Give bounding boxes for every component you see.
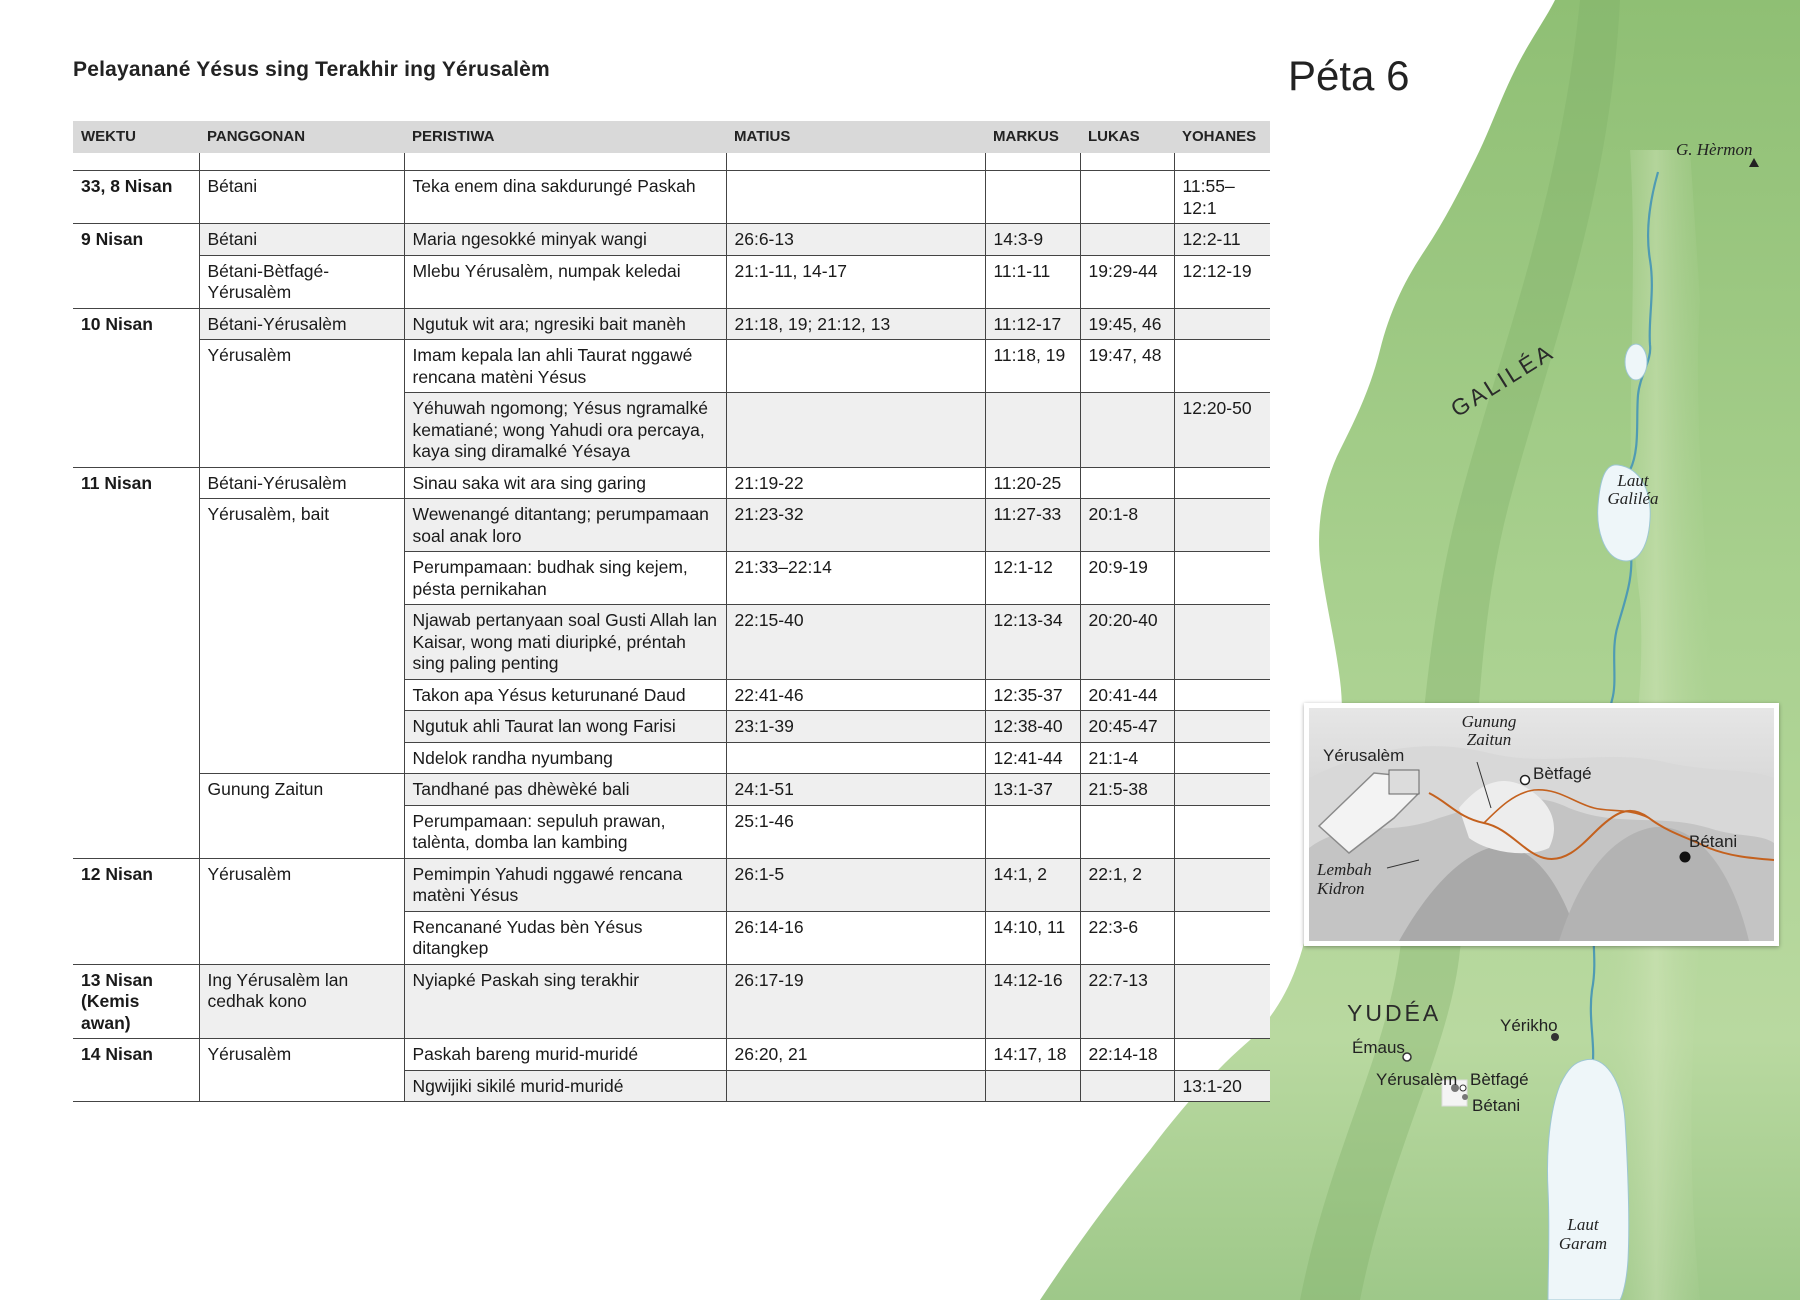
cell-place: Yérusalèm (199, 340, 404, 393)
cell-yohanes (1174, 679, 1270, 711)
cell-time: 11 Nisan (81, 472, 153, 493)
cell-matius (726, 1070, 985, 1102)
cell-time (73, 711, 199, 743)
table-row (73, 1070, 1270, 1102)
cell-yohanes (1174, 340, 1270, 393)
cell-time (73, 552, 199, 605)
col-header-peristiwa: PERISTIWA (404, 121, 726, 153)
cell-time (73, 742, 199, 774)
cell-time (73, 499, 199, 552)
col-header-panggonan: PANGGONAN (199, 121, 404, 153)
cell-markus: 12:35-37 (985, 679, 1080, 711)
table-row (73, 467, 1270, 499)
table-row (73, 224, 1270, 256)
cell-markus: 11:1-11 (985, 255, 1080, 308)
cell-matius: 21:19-22 (726, 467, 985, 499)
cell-lukas: 20:41-44 (1080, 679, 1174, 711)
cell-place (199, 742, 404, 774)
cell-markus: 14:1, 2 (985, 858, 1080, 911)
cell-place: Yérusalèm (199, 858, 404, 911)
cell-place: Bétani-Yérusalèm (199, 308, 404, 340)
cell-yohanes: 12:20-50 (1174, 393, 1270, 468)
cell-place (199, 679, 404, 711)
map-title: Péta 6 (1288, 52, 1410, 99)
cell-place (199, 1070, 404, 1102)
cell-time (73, 605, 199, 680)
cell-yohanes: 11:55–12:1 (1174, 171, 1270, 224)
cell-matius: 26:20, 21 (726, 1039, 985, 1071)
inset-betani-dot (1680, 852, 1691, 863)
cell-lukas: 22:14-18 (1080, 1039, 1174, 1071)
col-header-matius: MATIUS (726, 121, 985, 153)
cell-time (73, 255, 199, 308)
cell-time: 10 Nisan (81, 313, 153, 334)
cell-time (73, 911, 199, 964)
col-header-wektu: WEKTU (73, 121, 199, 153)
cell-place: Bétani-Bètfagé-Yérusalèm (199, 255, 404, 308)
inset-betfage-dot (1521, 776, 1530, 785)
cell-lukas: 20:20-40 (1080, 605, 1174, 680)
inset-label-betani: Bétani (1689, 832, 1738, 851)
cell-time: 13 Nisan (Kemis awan) (73, 964, 199, 1039)
cell-event: Mlebu Yérusalèm, numpak keledai (404, 255, 726, 308)
cell-time (73, 774, 199, 806)
events-table (73, 121, 1270, 1102)
cell-place: Gunung Zaitun (199, 774, 404, 806)
cell-time (73, 679, 199, 711)
inset-map (1304, 703, 1779, 946)
cell-lukas (1080, 467, 1174, 499)
label-laut-garam: Laut Garam (1558, 1215, 1608, 1253)
cell-matius: 21:23-32 (726, 499, 985, 552)
cell-lukas: 22:7-13 (1080, 964, 1174, 1039)
cell-event: Teka enem dina sakdurungé Paskah (404, 171, 726, 224)
cell-markus: 11:12-17 (985, 308, 1080, 340)
cell-lukas (1080, 1070, 1174, 1102)
table-row (73, 964, 1270, 1039)
cell-place (199, 552, 404, 605)
table-row (73, 340, 1270, 393)
cell-event: Perumpamaan: sepuluh prawan, talènta, domba lan kambing (404, 805, 726, 858)
page-title: Pelayanané Yésus sing Terakhir ing Yérusalèm (73, 58, 550, 81)
cell-markus: 14:17, 18 (985, 1039, 1080, 1071)
cell-place: Yérusalèm (199, 1039, 404, 1071)
label-galilea: GALILÉA (1446, 338, 1559, 423)
col-header-lukas: LUKAS (1080, 121, 1174, 153)
cell-lukas: 20:1-8 (1080, 499, 1174, 552)
table-row (73, 711, 1270, 743)
cell-matius: 26:14-16 (726, 911, 985, 964)
cell-time (73, 393, 199, 468)
cell-time: 12 Nisan (81, 863, 153, 884)
cell-markus: 12:41-44 (985, 742, 1080, 774)
inset-temple (1389, 770, 1419, 794)
cell-place (199, 805, 404, 858)
label-hermon: G. Hèrmon (1676, 140, 1753, 159)
cell-markus (985, 805, 1080, 858)
cell-yohanes (1174, 774, 1270, 806)
betani-dot (1462, 1094, 1468, 1100)
cell-event: Yéhuwah ngomong; Yésus ngramalké kematiané; wong Yahudi ora percaya, kaya sing diramalké Yésaya (404, 393, 726, 468)
cell-yohanes (1174, 499, 1270, 552)
cell-event: Pemimpin Yahudi nggawé rencana matèni Yésus (404, 858, 726, 911)
cell-place (199, 393, 404, 468)
cell-time: 9 Nisan (81, 229, 144, 249)
table-row (73, 255, 1270, 308)
cell-markus: 14:10, 11 (985, 911, 1080, 964)
lake-huleh (1625, 344, 1647, 380)
cell-event: Perumpamaan: budhak sing kejem, pésta pernikahan (404, 552, 726, 605)
cell-place (199, 605, 404, 680)
cell-time (73, 805, 199, 858)
cell-yohanes (1174, 711, 1270, 743)
cell-event: Takon apa Yésus keturunané Daud (404, 679, 726, 711)
cell-markus: 13:1-37 (985, 774, 1080, 806)
cell-place: Bétani (199, 224, 404, 256)
table-row (73, 1039, 1270, 1071)
cell-event: Ngwijiki sikilé murid-muridé (404, 1070, 726, 1102)
cell-matius: 23:1-39 (726, 711, 985, 743)
cell-lukas: 19:47, 48 (1080, 340, 1174, 393)
cell-event: Paskah bareng murid-muridé (404, 1039, 726, 1071)
cell-lukas (1080, 805, 1174, 858)
table-row (73, 911, 1270, 964)
cell-matius: 21:33–22:14 (726, 552, 985, 605)
table-row (73, 742, 1270, 774)
betfage-dot (1460, 1085, 1466, 1091)
cell-time (73, 340, 199, 393)
cell-lukas: 22:1, 2 (1080, 858, 1174, 911)
cell-yohanes (1174, 467, 1270, 499)
inset-terrain (1309, 708, 1774, 941)
label-yerusalem: Yérusalèm (1376, 1070, 1458, 1089)
cell-time: 14 Nisan (81, 1044, 153, 1064)
cell-matius: 21:18, 19; 21:12, 13 (726, 308, 985, 340)
cell-place (199, 711, 404, 743)
cell-yohanes (1174, 605, 1270, 680)
cell-yohanes (1174, 911, 1270, 964)
cell-time (73, 1070, 199, 1102)
table-row (73, 171, 1270, 224)
col-header-markus: MARKUS (985, 121, 1080, 153)
cell-matius: 22:15-40 (726, 605, 985, 680)
cell-matius: 22:41-46 (726, 679, 985, 711)
cell-matius: 26:1-5 (726, 858, 985, 911)
cell-event: Wewenangé ditantang; perumpamaan soal anak loro (404, 499, 726, 552)
label-betani: Bétani (1472, 1096, 1521, 1115)
table-row (73, 308, 1270, 340)
inset-label-yerusalem: Yérusalèm (1323, 746, 1405, 765)
table-header-row (73, 121, 1270, 153)
inset-label-gunung-zaitun: Gunung Zaitun (1461, 712, 1517, 749)
cell-yohanes: 12:12-19 (1174, 255, 1270, 308)
label-betfage: Bètfagé (1470, 1070, 1529, 1089)
cell-lukas (1080, 393, 1174, 468)
dead-sea (1548, 1059, 1629, 1300)
cell-yohanes (1174, 964, 1270, 1039)
cell-lukas (1080, 171, 1174, 224)
col-header-yohanes: YOHANES (1174, 121, 1270, 153)
cell-markus: 12:13-34 (985, 605, 1080, 680)
label-emaus: Émaus (1352, 1038, 1405, 1057)
cell-place: Bétani (199, 171, 404, 224)
table-row (73, 605, 1270, 680)
label-yeriko: Yérikho (1500, 1016, 1558, 1035)
table-row (73, 499, 1270, 552)
cell-markus: 12:38-40 (985, 711, 1080, 743)
cell-markus: 11:20-25 (985, 467, 1080, 499)
cell-matius (726, 171, 985, 224)
inset-label-betfage: Bètfagé (1533, 764, 1592, 783)
cell-markus: 14:3-9 (985, 224, 1080, 256)
cell-event: Tandhané pas dhèwèké bali (404, 774, 726, 806)
cell-event: Ngutuk wit ara; ngresiki bait manèh (404, 308, 726, 340)
cell-lukas: 22:3-6 (1080, 911, 1174, 964)
cell-lukas: 19:45, 46 (1080, 308, 1174, 340)
cell-event: Nyiapké Paskah sing terakhir (404, 964, 726, 1039)
table-row (73, 393, 1270, 468)
cell-lukas: 21:1-4 (1080, 742, 1174, 774)
cell-matius: 24:1-51 (726, 774, 985, 806)
cell-yohanes (1174, 805, 1270, 858)
cell-lukas: 20:45-47 (1080, 711, 1174, 743)
cell-markus (985, 1070, 1080, 1102)
cell-markus: 11:27-33 (985, 499, 1080, 552)
cell-place: Bétani-Yérusalèm (199, 467, 404, 499)
cell-lukas: 20:9-19 (1080, 552, 1174, 605)
cell-markus: 14:12-16 (985, 964, 1080, 1039)
cell-lukas: 19:29-44 (1080, 255, 1174, 308)
cell-event: Njawab pertanyaan soal Gusti Allah lan Kaisar, wong mati diuripké, préntah sing paling penting (404, 605, 726, 680)
cell-event: Maria ngesokké minyak wangi (404, 224, 726, 256)
cell-place (199, 911, 404, 964)
cell-matius: 25:1-46 (726, 805, 985, 858)
cell-place: Yérusalèm, bait (199, 499, 404, 552)
cell-matius: 26:6-13 (726, 224, 985, 256)
cell-matius (726, 742, 985, 774)
cell-matius (726, 340, 985, 393)
cell-event: Ngutuk ahli Taurat lan wong Farisi (404, 711, 726, 743)
cell-yohanes (1174, 742, 1270, 774)
cell-place: Ing Yérusalèm lan cedhak kono (199, 964, 404, 1039)
table-row (73, 805, 1270, 858)
cell-event: Ndelok randha nyumbang (404, 742, 726, 774)
label-yudea: YUDÉA (1347, 1000, 1442, 1026)
inset-label-lembah-kidron: Lembah Kidron (1317, 860, 1372, 898)
label-laut-galilea: Laut Galiléa (1607, 471, 1659, 508)
cell-lukas: 21:5-38 (1080, 774, 1174, 806)
cell-markus (985, 171, 1080, 224)
cell-matius: 26:17-19 (726, 964, 985, 1039)
cell-yohanes: 12:2-11 (1174, 224, 1270, 256)
cell-matius: 21:1-11, 14-17 (726, 255, 985, 308)
cell-yohanes (1174, 552, 1270, 605)
cell-markus: 12:1-12 (985, 552, 1080, 605)
cell-yohanes (1174, 1039, 1270, 1071)
cell-yohanes (1174, 858, 1270, 911)
table-row (73, 858, 1270, 911)
table-row (73, 679, 1270, 711)
cell-event: Sinau saka wit ara sing garing (404, 467, 726, 499)
cell-yohanes (1174, 308, 1270, 340)
table-row (73, 552, 1270, 605)
cell-time: 33, 8 Nisan (73, 171, 199, 224)
cell-lukas (1080, 224, 1174, 256)
cell-yohanes: 13:1-20 (1174, 1070, 1270, 1102)
cell-matius (726, 393, 985, 468)
cell-markus (985, 393, 1080, 468)
table-row (73, 774, 1270, 806)
cell-markus: 11:18, 19 (985, 340, 1080, 393)
cell-event: Rencanané Yudas bèn Yésus ditangkep (404, 911, 726, 964)
cell-event: Imam kepala lan ahli Taurat nggawé rencana matèni Yésus (404, 340, 726, 393)
